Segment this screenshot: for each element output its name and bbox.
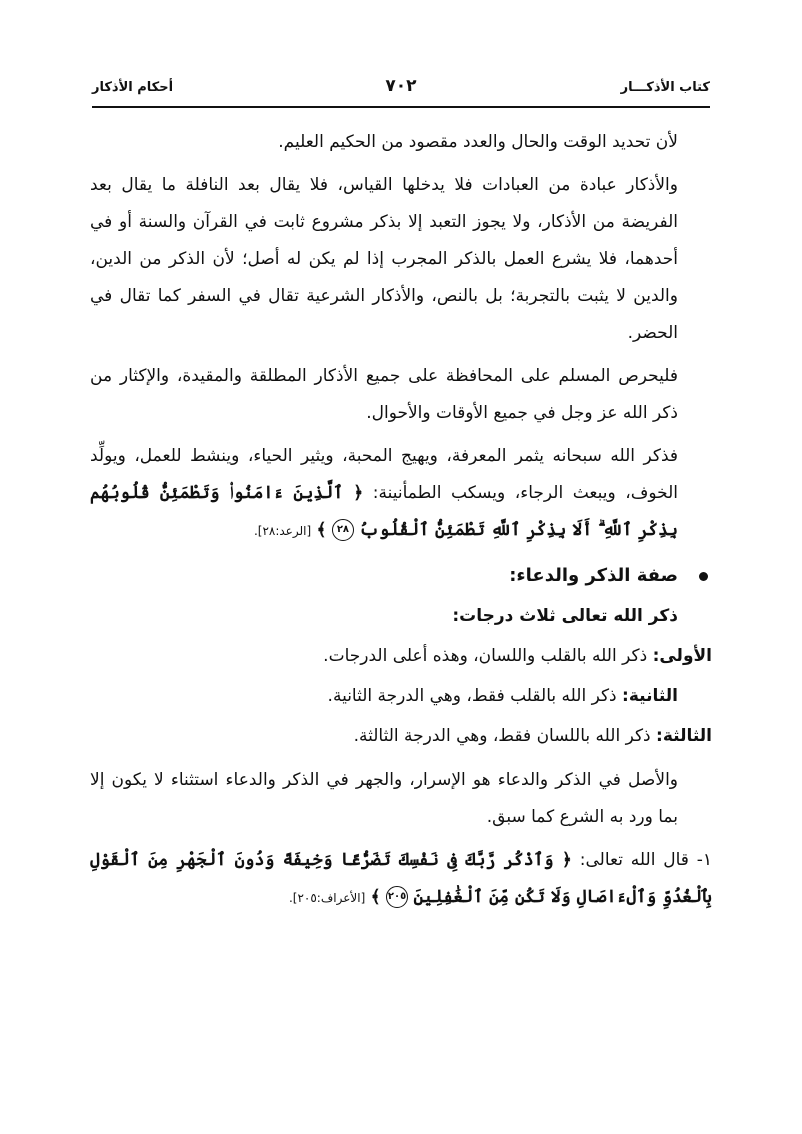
section-subheading: ذكر الله تعالى ثلاث درجات: <box>452 606 678 626</box>
numbered-item-1 <box>90 842 712 917</box>
verse-number-marker: ٢٨ <box>332 519 354 541</box>
quran-bracket-close: ﴾ <box>370 887 381 907</box>
header-divider <box>92 106 710 108</box>
degree-item <box>90 676 712 716</box>
quran-verse: ﴿ ٱلَّذِينَ ءَامَنُوا۟ وَتَطْمَئِنُّ قُلُوبُهُم بِذِكْرِ ٱللَّهِ ۗ أَلَا بِذِكْرِ ٱللَّهِ تَطْمَئِنُّ ٱلْقُلُوبُ <box>90 483 678 540</box>
paragraph-3: فليحرص المسلم على المحافظة على جميع الأذكار المطلقة والمقيدة، والإكثار من ذكر الله عز وجل في جميع الأوقات والأحوال. <box>90 366 678 423</box>
quran-bracket-close: ﴾ <box>316 520 327 540</box>
degree-label: الثالثة: <box>656 726 712 746</box>
degree-text: ذكر الله باللسان فقط، وهي الدرجة الثالثة. <box>353 726 657 746</box>
degree-item <box>90 636 712 676</box>
chapter-title: أحكام الأذكار <box>92 80 174 95</box>
paragraph-4 <box>90 438 712 550</box>
book-title: كتاب الأذكـــار <box>620 80 710 95</box>
numbered-item-prefix: ١- قال الله تعالى: <box>579 850 713 870</box>
verse-number-marker: ٢٠٥ <box>386 886 408 908</box>
verse-reference: [الأعراف:٢٠٥]. <box>288 891 366 905</box>
running-header <box>92 76 710 102</box>
degree-text: ذكر الله بالقلب فقط، وهي الدرجة الثانية. <box>327 686 623 706</box>
degree-label: الثانية: <box>622 686 678 706</box>
quran-verse: ﴿ وَٱذْكُر رَّبَّكَ فِى نَفْسِكَ تَضَرُّعًا وَخِيفَةً وَدُونَ ٱلْجَهْرِ مِنَ ٱلْقَوْلِ بِٱلْغُدُوِّ وَٱلْءَاصَالِ وَلَا تَكُن مِّنَ ٱلْغَٰفِلِينَ <box>90 850 712 907</box>
paragraph-1: لأن تحديد الوقت والحال والعدد مقصود من الحكيم العليم. <box>278 132 678 152</box>
verse-reference: [الرعد:٢٨]. <box>253 524 312 538</box>
paragraph-5: والأصل في الذكر والدعاء هو الإسرار، والجهر في الذكر والدعاء استثناء لا يكون إلا بما ورد به الشرع كما سبق. <box>90 770 678 827</box>
paragraph-4-text: فذكر الله سبحانه يثمر المعرفة، ويهيج المحبة، ويثير الحياء، وينشط للعمل، ويولِّد الخوف، ويبعث الرجاء، ويسكب الطمأنينة: <box>90 446 678 503</box>
page-number: ٧٠٢ <box>385 76 417 96</box>
page-body <box>90 124 712 917</box>
bullet-icon <box>699 572 708 581</box>
degree-label: الأولى: <box>652 646 712 666</box>
paragraph-2: والأذكار عبادة من العبادات فلا يدخلها القياس، فلا يقال بعد النافلة ما يقال بعد الفريضة من الأذكار، ولا يجوز التعبد إلا بذكر مشروع ثابت في القرآن والسنة أو في أحدهما، فلا يشرع العمل بالذكر المجرب إذا لم يكن له أصل؛ لأن الذكر من الدين، والدين لا يثبت بالتجربة؛ بل بالنص، والأذكار الشرعية تقال في السفر كما تقال في الحضر. <box>90 175 678 343</box>
degree-text: ذكر الله بالقلب واللسان، وهذه أعلى الدرجات. <box>323 646 653 666</box>
section-heading <box>90 556 712 596</box>
degree-item <box>90 716 712 756</box>
section-heading-text: صفة الذكر والدعاء: <box>509 565 678 586</box>
